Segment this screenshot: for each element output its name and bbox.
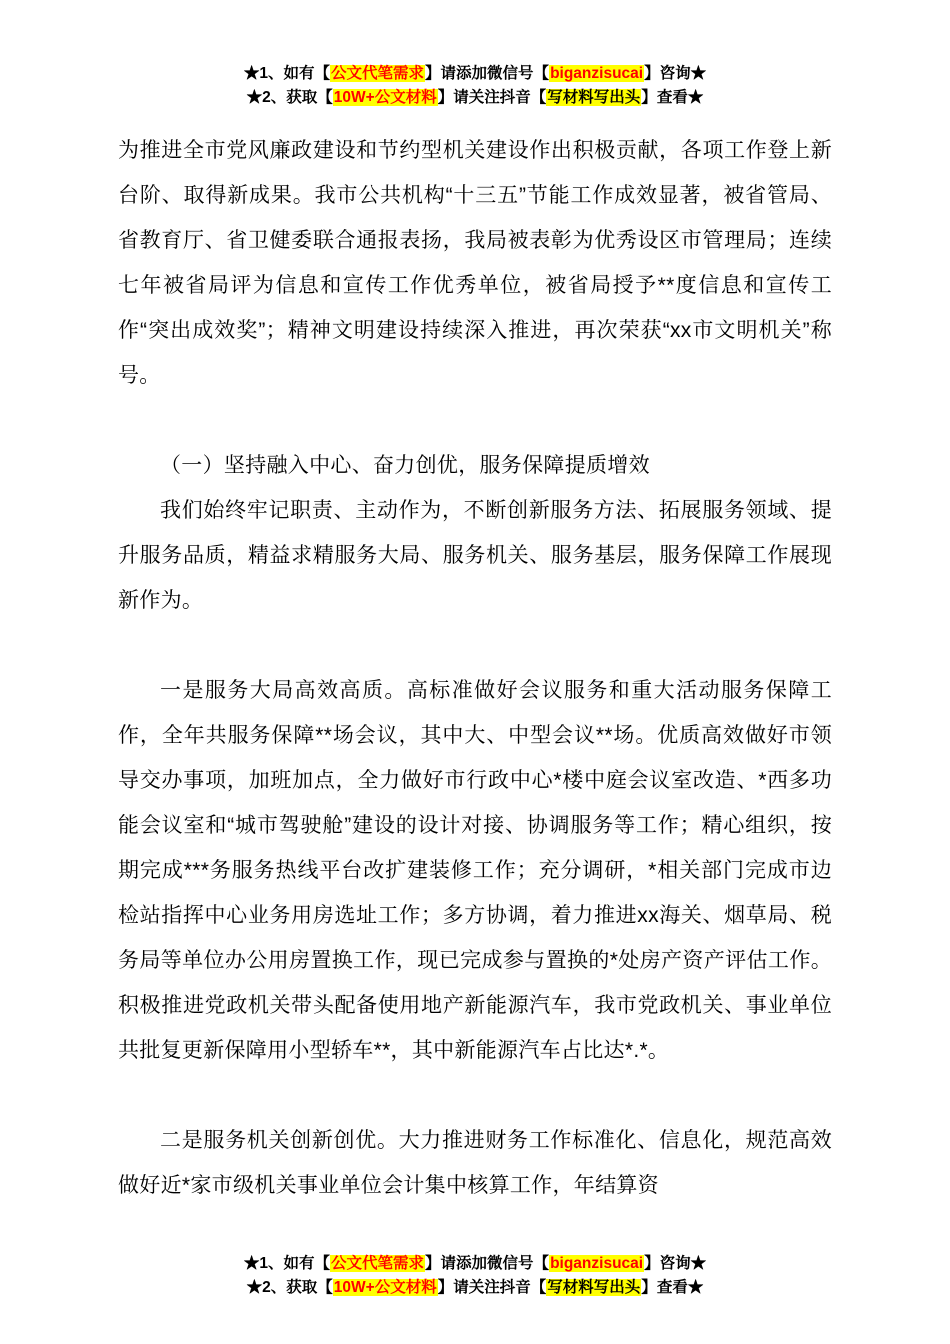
star-right-icon-3: ★ — [690, 1254, 707, 1272]
promo-line-2-middle-bottom: 请关注抖音 — [453, 1278, 531, 1296]
star-right-icon-2: ★ — [687, 89, 704, 107]
promo-line-2-bracket-close-bottom: 】 — [437, 1278, 454, 1296]
paragraph: 我们始终牢记职责、主动作为，不断创新服务方法、拓展服务领域、提升服务品质，精益求精服务大局、服务机关、服务基层，服务保障工作展现新作为。 — [118, 499, 832, 613]
promo-line-2-tag-materials: 10W+公文材料 — [333, 89, 437, 107]
promo-line-1-bracket-open: 【 — [314, 65, 330, 82]
promo-line-2-douyin-id-bottom: 写材料写出头 — [547, 1278, 641, 1296]
star-right-icon-4: ★ — [687, 1278, 704, 1296]
star-left-icon-3: ★ — [243, 1254, 260, 1272]
promo-line-1-tail-bottom: 咨询 — [659, 1254, 691, 1272]
promo-banner-top — [118, 0, 832, 110]
promo-line-2-bracket2-close-bottom: 】 — [641, 1278, 657, 1296]
star-left-icon: ★ — [243, 65, 260, 82]
promo-line-2 — [118, 86, 832, 110]
promo-line-1-bottom — [0, 1252, 950, 1276]
promo-line-2-douyin-id: 写材料写出头 — [547, 89, 641, 107]
star-left-icon-4: ★ — [246, 1278, 263, 1296]
promo-line-1-tag-service-bottom: 公文代笔需求 — [331, 1254, 425, 1272]
paragraph-spacer — [118, 398, 832, 443]
paragraph: 二是服务机关创新创优。大力推进财务工作标准化、信息化，规范高效做好近*家市级机关事业单位会计集中核算工作，年结算资 — [118, 1129, 832, 1198]
promo-line-1-bracket2-close: 】 — [644, 65, 660, 82]
paragraph-spacer — [118, 623, 832, 668]
promo-line-2-number-bottom: 2、获取 — [262, 1278, 318, 1296]
promo-line-2-bracket-open-bottom: 【 — [317, 1278, 333, 1296]
paragraph: 为推进全市党风廉政建设和节约型机关建设作出积极贡献，各项工作登上新台阶、取得新成果。我市公共机构“十三五”节能工作成效显著，被省管局、省教育厅、省卫健委联合通报表扬，我局被表彰为优秀设区市管理局；连续七年被省局评为信息和宣传工作优秀单位，被省局授予**度信息和宣传工作“突出成效奖”；精神文明建设持续深入推进，再次荣获“xx市文明机关”称号。 — [118, 139, 832, 388]
section-heading-one: （一）坚持融入中心、奋力创优，服务保障提质增效 — [160, 454, 650, 478]
promo-line-2-number: 2、获取 — [262, 89, 318, 107]
promo-line-1-wechat-id: biganzisucai — [550, 65, 644, 82]
promo-line-2-bracket-open: 【 — [317, 89, 333, 107]
promo-line-1 — [118, 62, 832, 86]
paragraph-spacer — [118, 1073, 832, 1118]
paragraph: 一是服务大局高效高质。高标准做好会议服务和重大活动服务保障工作，全年共服务保障**场会议，其中大、中型会议**场。优质高效做好市领导交办事项，加班加点，全力做好市行政中心*楼中庭会议室改造、*西多功能会议室和“城市驾驶舱”建设的设计对接、协调服务等工作；精心组织，按期完成***务服务热线平台改扩建装修工作；充分调研，*相关部门完成市边检站指挥中心业务用房选址工作；多方协调，着力推进xx海关、烟草局、税务局等单位办公用房置换工作，现已完成参与置换的*处房产资产评估工作。积极推进党政机关带头配备使用地产新能源汽车，我市党政机关、事业单位共批复更新保障用小型轿车**，其中新能源汽车占比达*.*。 — [118, 679, 832, 1063]
promo-line-1-bracket2-open: 【 — [533, 65, 550, 82]
promo-line-2-middle: 请关注抖音 — [453, 89, 531, 107]
promo-line-2-tag-materials-bottom: 10W+公文材料 — [333, 1278, 437, 1296]
promo-line-1-bracket-close: 】 — [425, 65, 441, 82]
promo-line-1-tail: 咨询 — [659, 65, 691, 82]
promo-line-1-wechat-id-bottom: biganzisucai — [550, 1254, 644, 1272]
promo-line-1-number-bottom: 1、如有 — [259, 1254, 315, 1272]
promo-line-2-tail: 查看 — [656, 89, 688, 107]
star-right-icon: ★ — [690, 65, 707, 82]
promo-line-1-bracket2-open-bottom: 【 — [533, 1254, 550, 1272]
promo-line-1-bracket-open-bottom: 【 — [314, 1254, 330, 1272]
promo-line-2-bottom — [0, 1276, 950, 1300]
star-left-icon-2: ★ — [246, 89, 263, 107]
promo-line-1-bracket2-close-bottom: 】 — [644, 1254, 660, 1272]
promo-line-1-tag-service: 公文代笔需求 — [331, 65, 425, 82]
promo-line-1-bracket-close-bottom: 】 — [425, 1254, 441, 1272]
promo-line-2-bracket2-open-bottom: 【 — [530, 1278, 547, 1296]
promo-line-2-tail-bottom: 查看 — [656, 1278, 688, 1296]
document-text-body — [118, 128, 832, 1208]
promo-line-2-bracket2-open: 【 — [530, 89, 547, 107]
promo-banner-bottom — [0, 1252, 950, 1300]
promo-line-1-number: 1、如有 — [259, 65, 315, 82]
promo-line-2-bracket2-close: 】 — [641, 89, 657, 107]
promo-line-2-bracket-close: 】 — [437, 89, 454, 107]
promo-line-1-middle: 请添加微信号 — [440, 65, 534, 82]
promo-line-1-middle-bottom: 请添加微信号 — [440, 1254, 534, 1272]
